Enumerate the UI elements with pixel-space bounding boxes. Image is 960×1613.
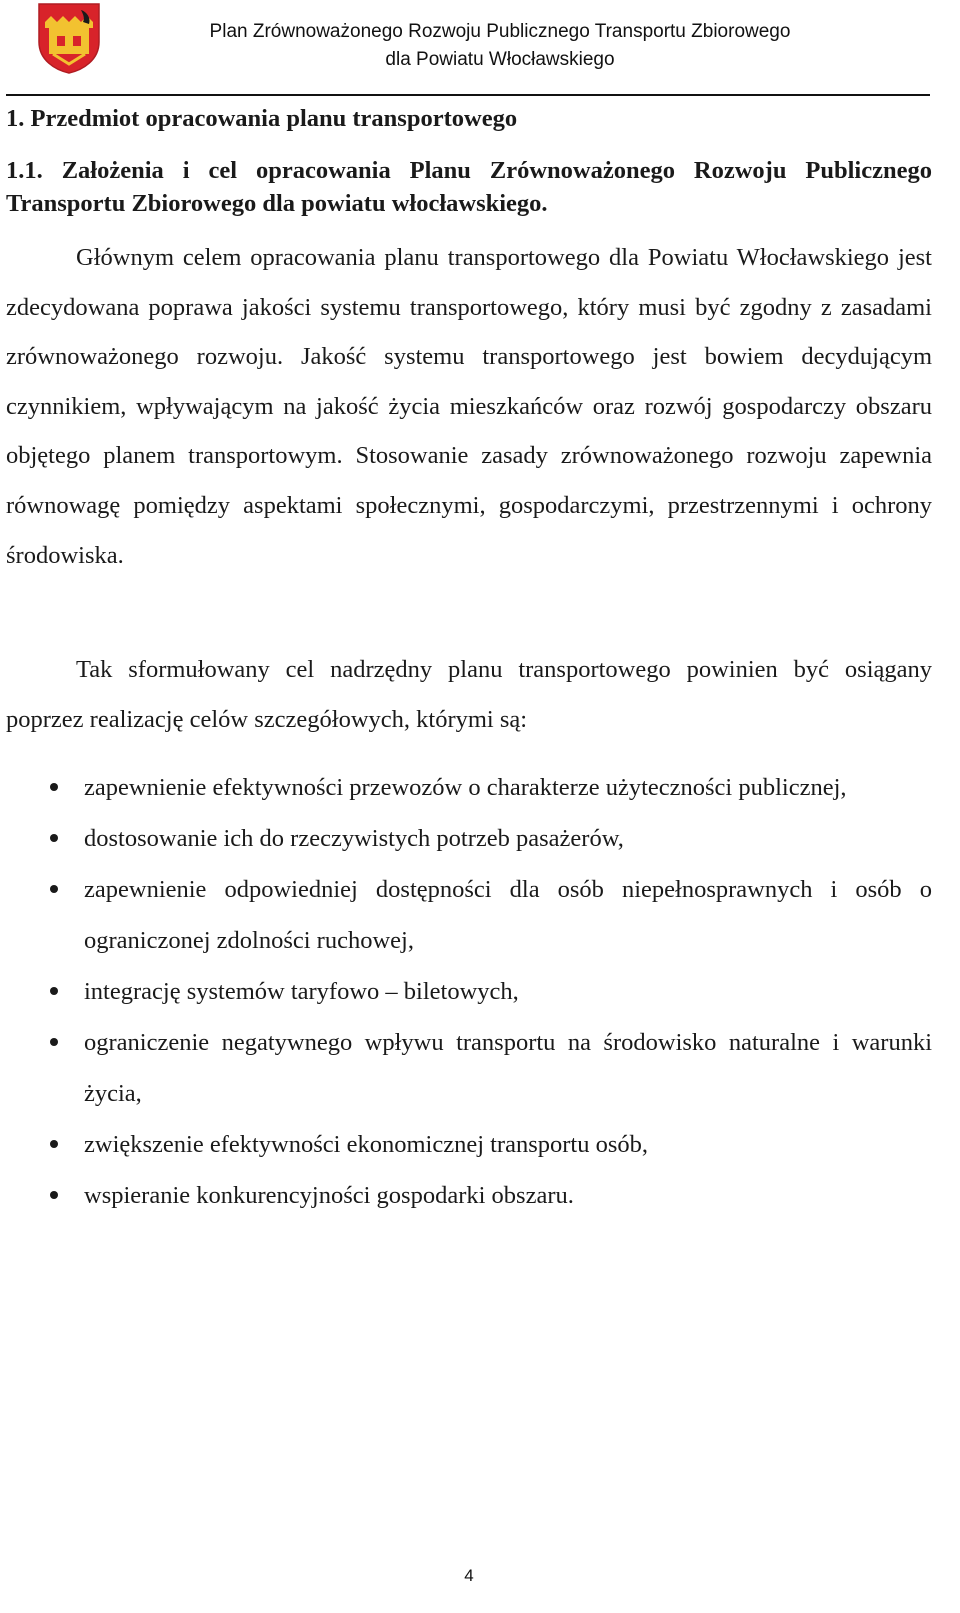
- header-title-line2: dla Powiatu Włocławskiego: [385, 49, 615, 70]
- bullet-icon: [50, 783, 58, 791]
- header-title: [150, 18, 850, 74]
- goals-list: [6, 762, 932, 1221]
- list-item-text: wspieranie konkurencyjności gospodarki obszaru.: [84, 1182, 574, 1209]
- list-item: [6, 1017, 932, 1119]
- list-item: [6, 864, 932, 966]
- page-header: [0, 0, 960, 96]
- list-item: [6, 1119, 932, 1170]
- list-item: [6, 813, 932, 864]
- list-item-text: zapewnienie efektywności przewozów o charakterze użyteczności publicznej,: [84, 774, 847, 801]
- paragraph-main-goal: Głównym celem opracowania planu transportowego dla Powiatu Włocławskiego jest zdecydowana poprawa jakości systemu transportowego, który musi być zgodny z zasadami zrównoważonego rozwoju. Jakość systemu transportowego jest bowiem decydującym czynnikiem, wpływającym na jakość życia mieszkańców oraz rozwój gospodarczy obszaru objętego planem transportowym. Stosowanie zasady zrównoważonego rozwoju zapewnia równowagę pomiędzy aspektami społecznymi, gospodarczymi, przestrzennymi i ochrony środowiska.: [6, 244, 932, 569]
- bullet-icon: [50, 1140, 58, 1148]
- paragraph-detailed-goals: Tak sformułowany cel nadrzędny planu transportowego powinien być osiągany poprzez realizację celów szczegółowych, którymi są:: [6, 656, 932, 733]
- list-item: [6, 1170, 932, 1221]
- list-item-text: zapewnienie odpowiedniej dostępności dla osób niepełnosprawnych i osób o ograniczonej zdolności ruchowej,: [84, 876, 932, 954]
- bullet-icon: [50, 1191, 58, 1199]
- header-title-line1: Plan Zrównoważonego Rozwoju Publicznego Transportu Zbiorowego: [209, 21, 791, 42]
- list-item-text: dostosowanie ich do rzeczywistych potrzeb pasażerów,: [84, 825, 624, 852]
- list-item-text: integrację systemów taryfowo – biletowych,: [84, 978, 519, 1005]
- page-number: 4: [464, 1566, 474, 1585]
- list-item: [6, 762, 932, 813]
- bullet-icon: [50, 987, 58, 995]
- list-item-text: ograniczenie negatywnego wpływu transportu na środowisko naturalne i warunki życia,: [84, 1029, 932, 1107]
- bullet-icon: [50, 1038, 58, 1046]
- coat-of-arms-icon: [37, 2, 101, 74]
- list-item-text: zwiększenie efektywności ekonomicznej transportu osób,: [84, 1131, 649, 1158]
- subsection-heading: 1.1. Założenia i cel opracowania Planu Zrównoważonego Rozwoju Publicznego Transportu Zbiorowego dla powiatu włocławskiego.: [6, 157, 932, 217]
- bullet-icon: [50, 885, 58, 893]
- section-heading: 1. Przedmiot opracowania planu transportowego: [6, 105, 518, 132]
- header-divider: [6, 94, 930, 96]
- bullet-icon: [50, 834, 58, 842]
- list-item: [6, 966, 932, 1017]
